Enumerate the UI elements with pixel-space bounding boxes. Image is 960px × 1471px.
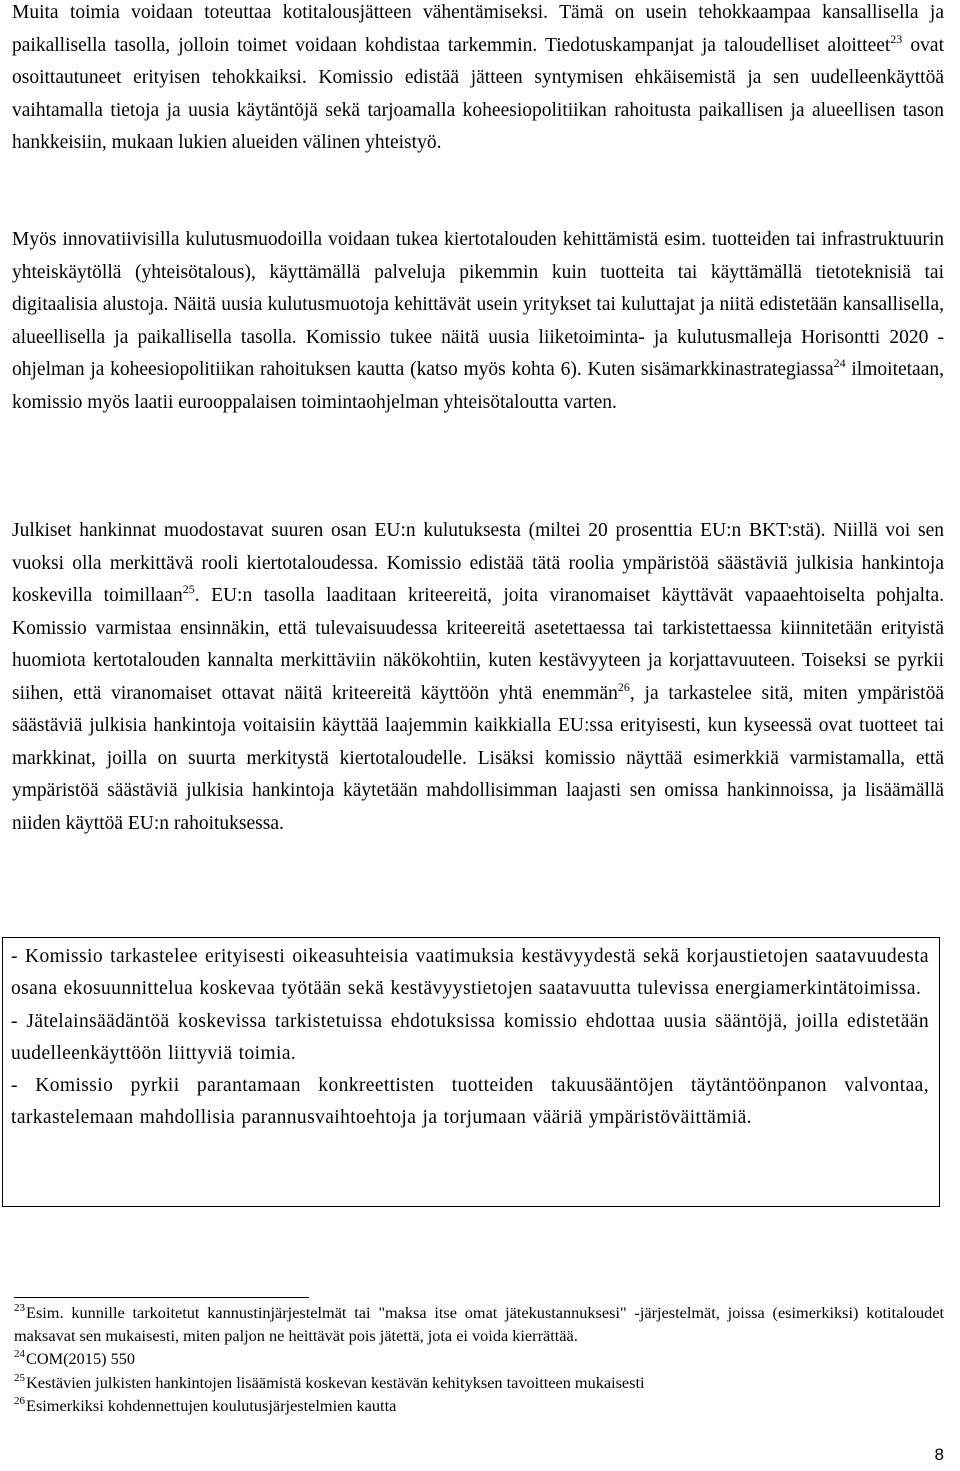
footnote-25 [14,1371,944,1394]
footnote-ref-26[interactable]: 26 [617,679,630,694]
paragraph-text: Myös innovatiivisilla kulutusmuodoilla voidaan tukea kiertotalouden kehittämistä esim. tuotteiden tai infrastruktuurin yhteiskäytöllä (yhteisötalous), käyttämällä palveluja pikemmin kuin tuotteita tai käyttämällä tietoteknisiä tai digitaalisia alustoja. Näitä uusia kulutusmuotoja kehittävät usein yritykset tai kuluttajat ja niitä edistetään kansallisella, alueellisella ja paikallisella tasolla. Komissio tukee näitä uusia liiketoiminta- ja kulutusmalleja Horisontti 2020 -ohjelman ja koheesiopolitiikan rahoituksen kautta (katso myös kohta 6). Kuten sisämarkkinastrategiassa [12,229,944,380]
paragraph-text: , ja tarkastelee sitä, miten ympäristöä säästäviä julkisia hankintoja voitaisiin käyttää laajemmin kaikkialla EU:ssa erityisesti, kun kyseessä ovat tuotteet tai markkinat, joilla on suurta merkitystä kiertotaloudelle. Lisäksi komissio näyttää esimerkkiä varmistamalla, että ympäristöä säästäviä julkisia hankintoja käytetään mahdollisimman laajasti sen omissa hankinnoissa, ja lisäämällä niiden käyttöä EU:n rahoituksessa. [12,682,944,834]
footnote-text: Esimerkiksi kohdennettujen koulutusjärjestelmien kautta [26,1395,397,1415]
action-summary-box [2,937,940,1207]
box-item-ecodesign: - Komissio tarkastelee erityisesti oikeasuhteisia vaatimuksia kestävyydestä sekä korjaustietojen saatavuudesta osana ekosuunnittelua koskevaa työtään sekä kestävyystietojen saatavuutta tulevissa energiamerkintätoimissa. [11,946,929,1000]
footnote-text: Kestävien julkisten hankintojen lisäämistä koskevan kestävän kehityksen tavoitteen mukaisesti [26,1372,645,1392]
footnote-divider [14,1297,309,1298]
paragraph-text: ilmoitetaan, komissio myös laatii eurooppalaisen toimintaohjelman yhteisötaloutta varten. [12,359,944,413]
paragraph-text: Muita toimia voidaan toteuttaa kotitalousjätteen vähentämiseksi. Tämä on usein tehokkaampaa kansallisella ja paikallisella tasolla, jolloin toimet voidaan kohdistaa tarkemmin. Tiedotuskampanjat ja taloudelliset aloitteet [12,2,944,56]
footnote-number: 23 [14,1302,25,1314]
paragraph-text: Julkiset hankinnat muodostavat suuren osan EU:n kulutuksesta (miltei 20 prosenttia EU:n BKT:stä). Niillä voi sen vuoksi olla merkittävä rooli kiertotaloudessa. Komissio edistää tätä roolia ympäristöä säästäviä julkisia hankintoja koskevilla toimillaan [12,520,944,606]
paragraph-text: . EU:n tasolla laaditaan kriteereitä, joita viranomaiset käyttävät vapaaehtoiselta pohjalta. Komissio varmistaa ensinnäkin, että tulevaisuudessa kriteereitä asetettaessa tai tarkistettaessa kiinnitetään erityistä huomiota kertotalouden kannalta merkittäviin näkökohtiin, kuten kestävyyteen ja korjattavuuteen. Toiseksi se pyrkii siihen, että viranomaiset ottavat näitä kriteereitä käyttöön yhtä enemmän [12,585,944,704]
paragraph-innovative-consumption [12,224,944,419]
footnote-number: 25 [14,1371,25,1384]
footnote-23 [14,1301,944,1347]
box-item-guarantee-rules: - Komissio pyrkii parantamaan konkreettisten tuotteiden takuusääntöjen täytäntöönpanon valvontaa, tarkastelemaan mahdollisia parannusvaihtoehtoja ja torjumaan vääriä ympäristöväittämiä. [11,1075,929,1129]
paragraph-household-waste [12,0,944,160]
footnote-text: COM(2015) 550 [26,1349,135,1369]
footnote-24 [14,1347,944,1370]
footnote-ref-24[interactable]: 24 [833,356,846,370]
box-item-waste-legislation: - Jätelainsäädäntöä koskevissa tarkistetuissa ehdotuksissa komissio ehdottaa uusia sääntöjä, joilla edistetään uudelleenkäyttöön liittyviä toimia. [11,1010,929,1064]
footnotes [14,1301,944,1417]
page-number: 8 [934,1445,944,1464]
footnote-ref-25[interactable]: 25 [182,582,195,596]
footnote-text: Esim. kunnille tarkoitetut kannustinjärjestelmät tai "maksa itse omat jätekustannuksesi" -järjestelmät, joissa (esimerkiksi) kotitaloudet maksavat sen mukaisesti, miten paljon ne heittävät pois jätettä, jota ei voida kierrättää. [14,1303,944,1346]
footnote-ref-23[interactable]: 23 [890,31,903,46]
paragraph-public-procurement [12,515,944,840]
paragraph-text: ovat osoittautuneet erityisen tehokkaiksi. Komissio edistää jätteen syntymisen ehkäisemistä ja sen uudelleenkäyttöä vaihtamalla tietoja ja uusia käytäntöjä sekä tarjoamalla koheesiopolitiikan rahoitusta paikallisen ja alueellisen tason hankkeisiin, mukaan lukien alueiden välinen yhteistyö. [12,34,944,153]
footnote-number: 26 [14,1394,25,1407]
footnote-26 [14,1394,944,1417]
footnote-number: 24 [14,1348,25,1361]
